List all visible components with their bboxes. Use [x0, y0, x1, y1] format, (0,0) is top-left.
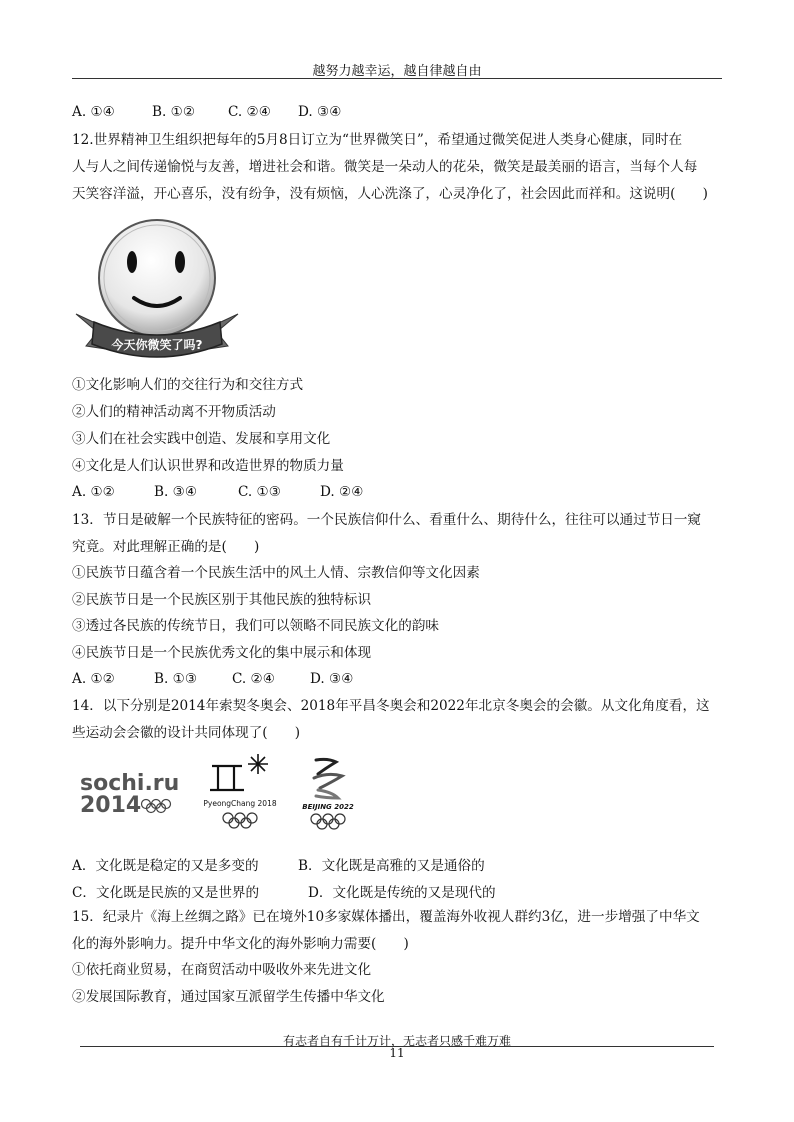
- q12-statement-4: ④文化是人们认识世界和改造世界的物质力量: [72, 458, 344, 474]
- q13-statement-1: ①民族节日蕴含着一个民族生活中的风土人情、宗教信仰等文化因素: [72, 565, 480, 581]
- sochi-wordmark-line1: sochi.ru: [80, 771, 180, 796]
- q11-option-b: B. ①②: [152, 104, 196, 120]
- q15-stem-line-2: 化的海外影响力。提升中华文化的海外影响力需要( ): [72, 936, 409, 952]
- header-motto: 越努力越幸运，越自律越自由: [312, 64, 482, 79]
- q13-option-d: D. ③④: [310, 671, 354, 687]
- q12-stem-line-1: 12.世界精神卫生组织把每年的5月8日订立为“世界微笑日”，希望通过微笑促进人类身心健康，同时在: [72, 132, 683, 148]
- sochi-2014-emblem: [76, 752, 186, 832]
- q13-stem-line-1: 13．节日是破解一个民族特征的密码。一个民族信仰什么、看重什么、期待什么，往往可以通过节日一窥: [72, 512, 702, 528]
- q14-option-c: C．文化既是民族的又是世界的: [72, 885, 260, 901]
- q12-option-a: A. ①②: [72, 484, 115, 500]
- smiley-right-eye: [175, 251, 185, 273]
- pyeongchang-2018-emblem: [196, 752, 284, 832]
- q12-statement-3: ③人们在社会实践中创造、发展和享用文化: [72, 431, 331, 447]
- q13-option-a: A. ①②: [72, 671, 115, 687]
- footer-motto: 有志者自有千计万计，无志者只感千难万难: [282, 1034, 511, 1048]
- q13-statement-4: ④民族节日是一个民族优秀文化的集中展示和体现: [72, 645, 372, 661]
- q14-option-a: A．文化既是稳定的又是多变的: [72, 858, 259, 874]
- pyeongchang-mark-icon: [210, 766, 244, 790]
- q11-option-d: D. ③④: [298, 104, 342, 120]
- pyeongchang-olympic-rings-icon: [223, 813, 257, 828]
- pyeongchang-star-icon: [248, 754, 268, 774]
- page-number: 11: [389, 1046, 405, 1060]
- q15-stem-line-1: 15．纪录片《海上丝绸之路》已在境外10多家媒体播出，覆盖海外收视人群约3亿，进一步增强了中华文: [72, 909, 700, 925]
- q14-stem-line-1: 14．以下分别是2014年索契冬奥会、2018年平昌冬奥会和2022年北京冬奥会的会徽。从文化角度看，这: [72, 698, 710, 714]
- q14-stem-line-2: 些运动会会徽的设计共同体现了( ): [72, 725, 301, 741]
- q12-option-b: B. ③④: [154, 484, 198, 500]
- beijing-mark-icon: [314, 759, 342, 798]
- q13-option-c: C. ②④: [232, 671, 275, 687]
- sochi-olympic-rings-icon: [142, 800, 171, 813]
- q15-statement-1: ①依托商业贸易，在商贸活动中吸收外来先进文化: [72, 962, 372, 978]
- beijing-wordmark: BEIJING 2022: [302, 803, 354, 811]
- q15-statement-2: ②发展国际教育，通过国家互派留学生传播中华文化: [72, 989, 385, 1005]
- q12-statement-2: ②人们的精神活动离不开物质活动: [72, 404, 276, 420]
- smiley-ribbon-caption: 今天你微笑了吗?: [111, 338, 203, 352]
- pyeongchang-wordmark: PyeongChang 2018: [203, 799, 277, 808]
- q13-stem-line-2: 究竟。对此理解正确的是( ): [72, 539, 260, 555]
- q14-option-b: B．文化既是高雅的又是通俗的: [298, 858, 485, 874]
- q13-option-b: B. ①③: [154, 671, 198, 687]
- q13-statement-3: ③透过各民族的传统节日，我们可以领略不同民族文化的韵味: [72, 618, 440, 634]
- q13-statement-2: ②民族节日是一个民族区别于其他民族的独特标识: [72, 592, 372, 608]
- beijing-2022-emblem: [292, 752, 364, 832]
- q11-option-c: C. ②④: [228, 104, 271, 120]
- header-divider: [72, 78, 722, 79]
- smiley-left-eye: [127, 251, 137, 273]
- q14-option-d: D．文化既是传统的又是现代的: [308, 885, 496, 901]
- beijing-olympic-rings-icon: [311, 814, 345, 829]
- smiley-face-image: [72, 218, 242, 360]
- sochi-wordmark-line2: 2014: [80, 793, 142, 818]
- q12-stem-line-2: 人与人之间传递愉悦与友善，增进社会和谐。微笑是一朵动人的花朵，微笑是最美丽的语言，当每个人每: [72, 159, 698, 175]
- q11-option-a: A. ①④: [72, 104, 115, 120]
- q12-option-d: D. ②④: [320, 484, 364, 500]
- q12-option-c: C. ①③: [238, 484, 281, 500]
- q12-statement-1: ①文化影响人们的交往行为和交往方式: [72, 377, 304, 393]
- q12-stem-line-3: 天笑容洋溢，开心喜乐，没有纷争，没有烦恼，人心洗涤了，心灵净化了，社会因此而祥和。这说明( ): [72, 186, 708, 202]
